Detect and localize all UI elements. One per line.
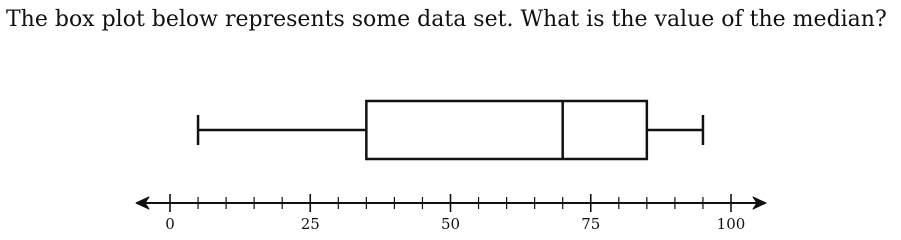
tick-label: 25 xyxy=(300,215,320,233)
tick-label: 0 xyxy=(165,215,175,233)
tick-label: 100 xyxy=(716,215,746,233)
question-text: The box plot below represents some data set. What is the value of the median? xyxy=(6,7,887,32)
interquartile-box xyxy=(366,101,646,159)
box-and-whisker xyxy=(198,101,703,159)
tick-label: 50 xyxy=(440,215,461,233)
tick-label: 75 xyxy=(581,215,601,233)
number-line-axis xyxy=(136,194,766,233)
